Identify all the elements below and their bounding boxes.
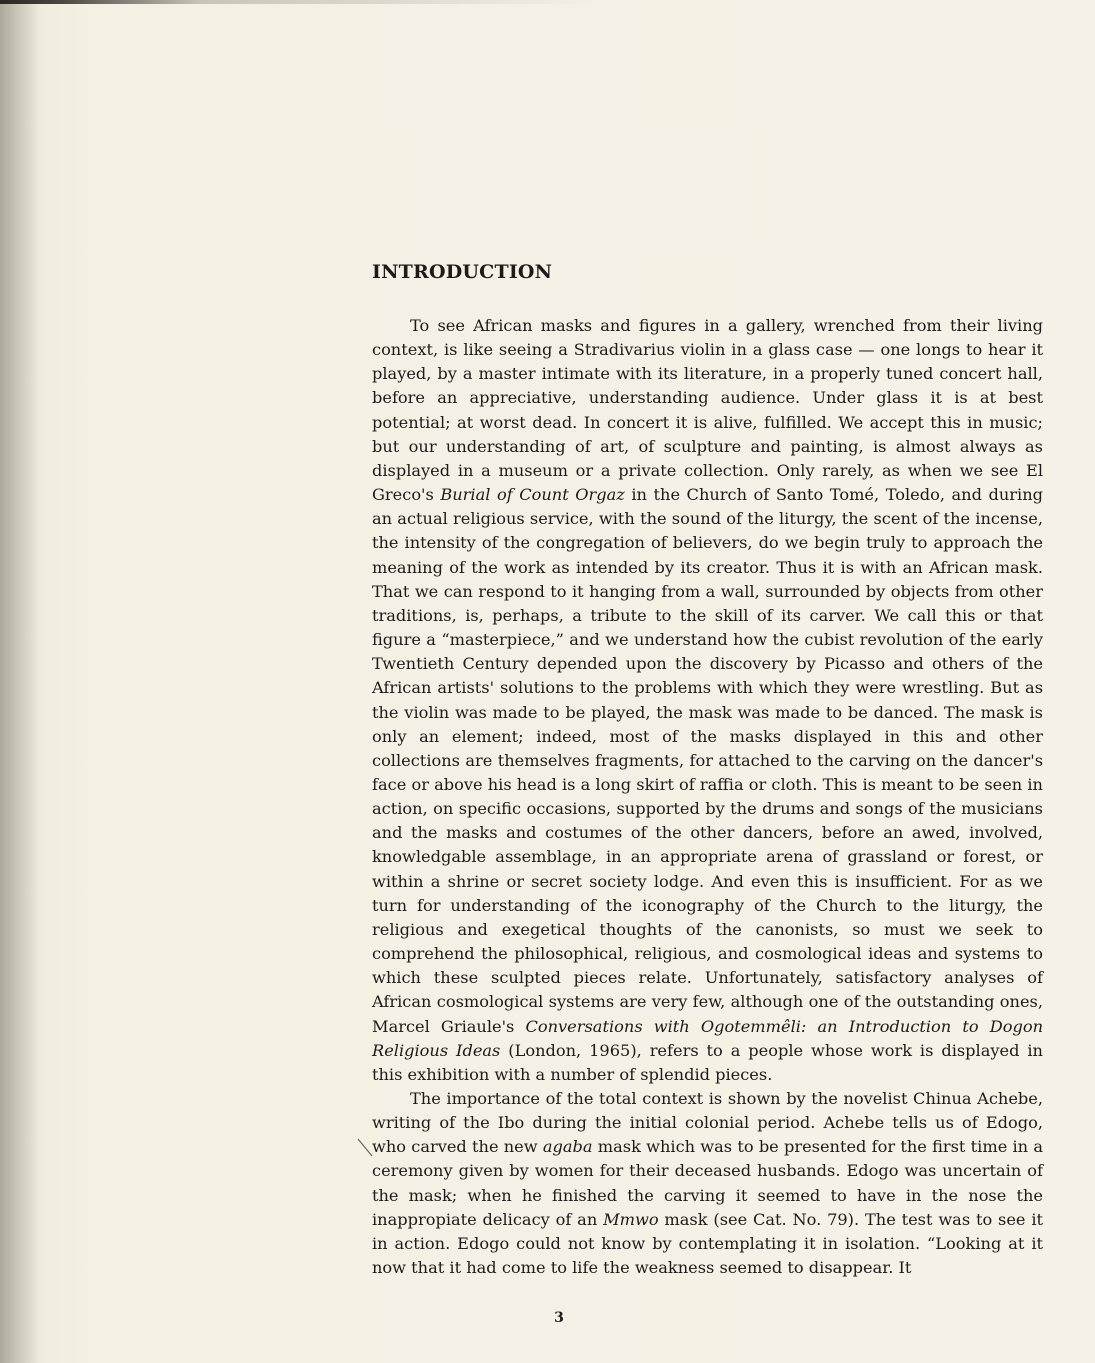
paragraph-2-text-c: mask (see Cat. No. 79). The test was to see it in action. Edogo could not know by contemplating it in isolation. “Looking at it now that it had come to life the weakness seemed to disappear. It — [372, 1209, 1043, 1278]
paragraph-1-text-b: in the Church of Santo Tomé, Toledo, and during an actual religious service, with the sound of the liturgy, the scent of the incense, the intensity of the congregation of believers, do we begin truly to approach the meaning of the work as intended by its creator. Thus it is with an African mask. That we can respond to it hanging from a wall, surrounded by objects from other traditions, is, perhaps, a tribute to the skill of its carver. We call this or that figure a “masterpiece,” and we understand how the cubist revolution of the early Twentieth Century depended upon the discovery by Picasso and others of the African artists' solutions to the problems with which they were wrestling. But as the violin was made to be played, the mask was made to be danced. The mask is only an element; indeed, most of the masks displayed in this and other collections are themselves fragments, for attached to the carving on the dancer's face or above his head is a long skirt of raffia or cloth. This is meant to be seen in action, on specific occasions, supported by the drums and songs of the musicians and the masks and costumes of the other dancers, before an awed, involved, knowledgable assemblage, in an appropriate arena of grassland or forest, or within a shrine or secret society lodge. And even this is insufficient. For as we turn for understanding of the iconography of the Church to the liturgy, the religious and exegetical thoughts of the canonists, so must we seek to comprehend the philosophical, religious, and cosmological ideas and systems to which these sculpted pieces relate. Unfortunately, satisfactory analyses of African cosmological systems are very few, although one of the outstanding ones, Marcel Griaule's — [372, 485, 1043, 1036]
pencil-tick-mark — [357, 1138, 373, 1158]
text-block — [372, 258, 1043, 1280]
paragraph-1-text-c: (London, 1965), refers to a people whose work is displayed in this exhibition with a number of splendid pieces. — [372, 1040, 1043, 1084]
top-page-edge — [0, 0, 1095, 4]
paragraph-2 — [372, 1087, 1043, 1280]
mask-name-mmwo: Mmwo — [603, 1209, 659, 1229]
artwork-title: Burial of Count Orgaz — [440, 485, 625, 505]
paragraph-2-text-a: The importance of the total context is shown by the novelist Chinua Achebe, writing of the Ibo during the initial colonial period. Achebe tells us of Edogo, who carved the new — [372, 1089, 1043, 1157]
section-heading: INTRODUCTION — [372, 261, 553, 283]
paragraph-2-text-b: mask which was to be presented for the first time in a ceremony given by women for their deceased husbands. Edogo was uncertain of the mask; when he finished the carving it seemed to have in the nose the inappropiate delicacy of an — [372, 1137, 1043, 1229]
book-title: Conversations with Ogotemmêli: an Introduction to Dogon Religious Ideas — [372, 1016, 1043, 1060]
page-number: 3 — [554, 1310, 564, 1326]
binding-gutter-shadow — [0, 0, 40, 1363]
paragraph-1-text-a: To see African masks and figures in a gallery, wrenched from their living context, is like seeing a Stradivarius violin in a glass case — one longs to hear it played, by a master intimate with its literature, in a properly tuned concert hall, before an appreciative, understanding audience. Under glass it is at best potential; at worst dead. In concert it is alive, fulfilled. We accept this in music; but our understanding of art, of sculpture and painting, is almost always as displayed in a museum or a private collection. Only rarely, as when we see El Greco's — [372, 316, 1043, 505]
paragraph-1 — [372, 314, 1043, 1087]
mask-name-agaba: agaba — [542, 1137, 593, 1157]
